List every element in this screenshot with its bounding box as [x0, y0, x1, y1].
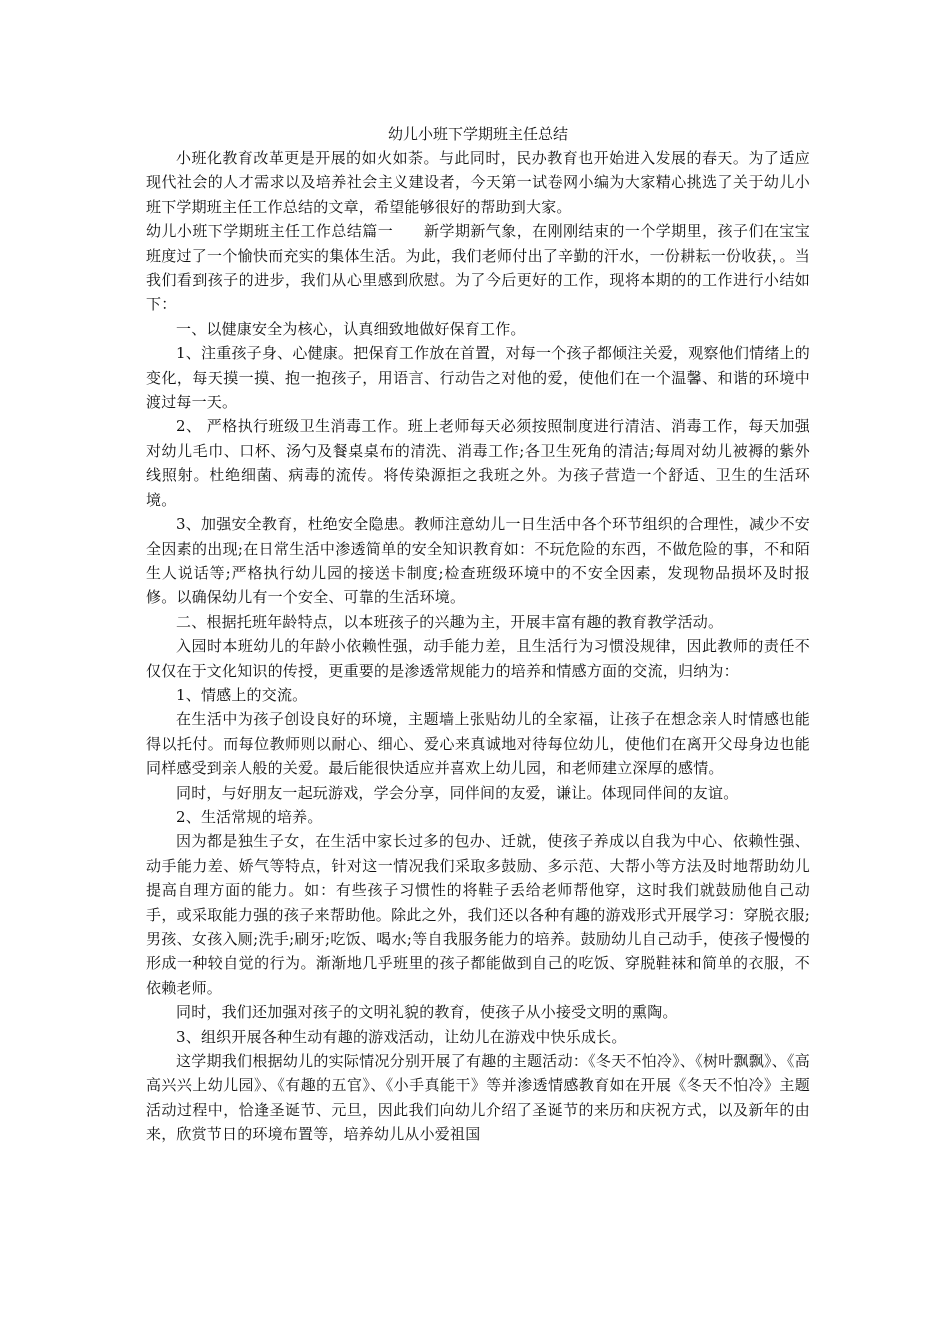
body-paragraph: 幼儿小班下学期班主任工作总结篇一 新学期新气象，在刚刚结束的一个学期里，孩子们在宝宝班度过了一个愉快而充实的集体生活。为此，我们老师付出了辛勤的汗水，一份耕耘一份收获，。当我们看到孩子的进步，我们从心里感到欣慰。为了今后更好的工作，现将本期的的工作进行小结如下： — [146, 222, 810, 314]
body-paragraph: 2、 严格执行班级卫生消毒工作。班上老师每天必须按照制度进行清洁、消毒工作，每天加强对幼儿毛巾、口杯、汤勺及餐桌桌布的清洗、消毒工作;各卫生死角的清洁;每周对幼儿被褥的紫外线照射。杜绝细菌、病毒的流传。将传染源拒之我班之外。为孩子营造一个舒适、卫生的生活环境。 — [146, 417, 810, 509]
body-paragraph: 2、生活常规的培养。 — [176, 807, 323, 826]
body-paragraph: 同时，与好朋友一起玩游戏，学会分享，同伴间的友爱，谦让。体现同伴间的友谊。 — [176, 783, 739, 802]
document-body — [146, 146, 810, 1147]
body-paragraph: 因为都是独生子女，在生活中家长过多的包办、迁就，使孩子养成以自我为中心、依赖性强、动手能力差、娇气等特点，针对这一情况我们采取多鼓励、多示范、大帮小等方法及时地帮助幼儿提高自理方面的能力。如：有些孩子习惯性的将鞋子丢给老师帮他穿，这时我们就鼓励他自己动手，或采取能力强的孩子来帮助他。除此之外，我们还以各种有趣的游戏形式开展学习：穿脱衣服;男孩、女孩入厕;洗手;刷牙;吃饭、喝水;等自我服务能力的培养。鼓励幼儿自己动手，使孩子慢慢的形成一种较自觉的行为。渐渐地几乎班里的孩子都能做到自己的吃饭、穿脱鞋袜和简单的衣服，不依赖老师。 — [146, 832, 810, 997]
document-title: 幼儿小班下学期班主任总结 — [387, 125, 568, 143]
body-paragraph: 小班化教育改革更是开展的如火如荼。与此同时，民办教育也开始进入发展的春天。为了适应现代社会的人才需求以及培养社会主义建设者，今天第一试卷网小编为大家精心挑选了关于幼儿小班下学期班主任工作总结的文章，希望能够很好的帮助到大家。 — [146, 149, 810, 216]
body-paragraph: 1、注重孩子身、心健康。把保育工作放在首置，对每一个孩子都倾注关爱，观察他们情绪上的变化，每天摸一摸、抱一抱孩子，用语言、行动告之对他的爱，使他们在一个温馨、和谐的环境中渡过每一天。 — [146, 344, 810, 412]
body-paragraph: 二、根据托班年龄特点，以本班孩子的兴趣为主，开展丰富有趣的教育教学活动。 — [176, 612, 724, 631]
body-paragraph: 一、以健康安全为核心，认真细致地做好保育工作。 — [176, 319, 526, 338]
document-page — [146, 122, 810, 1147]
body-paragraph: 3、加强安全教育，杜绝安全隐患。教师注意幼儿一日生活中各个环节组织的合理性，减少不安全因素的出现;在日常生活中渗透简单的安全知识教育如：不玩危险的东西，不做危险的事，不和陌生人说话等;严格执行幼儿园的接送卡制度;检查班级环境中的不安全因素，发现物品损坏及时报修。以确保幼儿有一个安全、可靠的生活环境。 — [146, 515, 810, 607]
body-paragraph: 3、组织开展各种生动有趣的游戏活动，让幼儿在游戏中快乐成长。 — [176, 1027, 627, 1046]
body-paragraph: 1、情感上的交流。 — [176, 685, 308, 704]
body-paragraph: 在生活中为孩子创设良好的环境，主题墙上张贴幼儿的全家福，让孩子在想念亲人时情感也能得以托付。而每位教师则以耐心、细心、爱心来真诚地对待每位幼儿，使他们在离开父母身边也能同样感受到亲人般的关爱。最后能很快适应并喜欢上幼儿园，和老师建立深厚的感情。 — [146, 710, 810, 778]
body-paragraph: 入园时本班幼儿的年龄小依赖性强，动手能力差，且生活行为习惯没规律，因此教师的责任不仅仅在于文化知识的传授，更重要的是渗透常规能力的培养和情感方面的交流，归纳为： — [146, 637, 810, 680]
body-paragraph: 同时，我们还加强对孩子的文明礼貌的教育，使孩子从小接受文明的熏陶。 — [176, 1003, 678, 1022]
body-paragraph: 这学期我们根据幼儿的实际情况分别开展了有趣的主题活动：《冬天不怕冷》、《树叶飘飘》、《高高兴兴上幼儿园》、《有趣的五官》、《小手真能干》等并渗透情感教育如在开展《冬天不怕冷》主题活动过程中，恰逢圣诞节、元旦，因此我们向幼儿介绍了圣诞节的来历和庆祝方式，以及新年的由来，欣赏节日的环境布置等，培养幼儿从小爱祖国 — [146, 1052, 810, 1144]
